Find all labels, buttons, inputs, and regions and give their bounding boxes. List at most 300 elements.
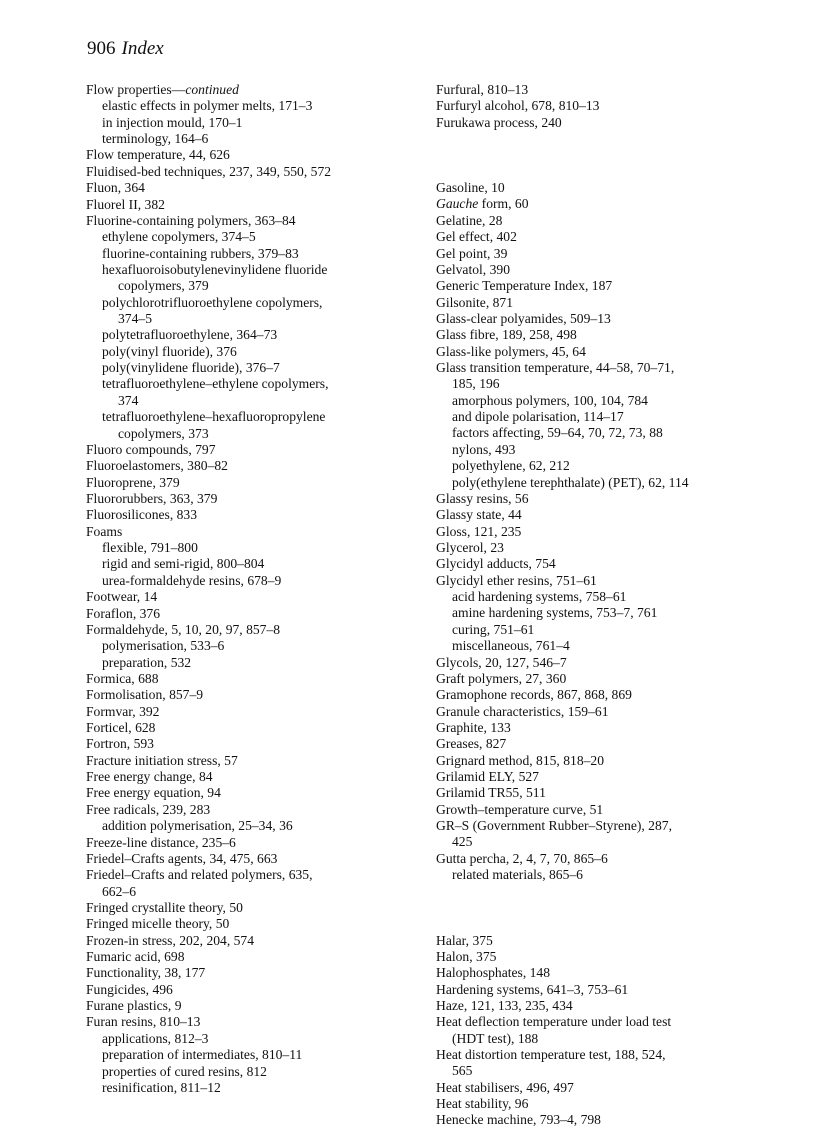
index-subentry bbox=[436, 393, 776, 409]
entry-label: Furfuryl alcohol, 678, 810–13 bbox=[436, 98, 600, 114]
entry-label: Glycols, 20, 127, 546–7 bbox=[436, 654, 567, 670]
entry-italic: continued bbox=[185, 82, 239, 97]
entry-label: Fringed micelle theory, 50 bbox=[86, 916, 230, 932]
entry-text bbox=[436, 753, 776, 769]
entry-label: Halar, 375 bbox=[436, 932, 493, 948]
entry-text bbox=[436, 540, 776, 556]
entry-label: Gelatine, 28 bbox=[436, 212, 503, 228]
index-entry bbox=[436, 851, 776, 867]
entry-label: resinification, 811–12 bbox=[102, 1079, 221, 1095]
entry-text bbox=[86, 213, 416, 229]
entry-text bbox=[436, 327, 776, 343]
index-entry bbox=[86, 197, 416, 213]
index-entry bbox=[86, 933, 416, 949]
entry-text bbox=[436, 180, 776, 196]
index-subentry bbox=[436, 638, 776, 654]
entry-text bbox=[452, 458, 776, 474]
index-subentry bbox=[86, 655, 416, 671]
entry-label: Forticel, 628 bbox=[86, 720, 156, 736]
entry-text bbox=[86, 949, 416, 965]
entry-text bbox=[86, 769, 416, 785]
entry-text bbox=[86, 491, 416, 507]
entry-text bbox=[436, 1014, 776, 1030]
index-entry bbox=[436, 704, 776, 720]
entry-text bbox=[86, 442, 416, 458]
index-subentry bbox=[436, 589, 776, 605]
entry-label: flexible, 791–800 bbox=[102, 540, 198, 556]
entry-text bbox=[436, 295, 776, 311]
index-entry bbox=[436, 736, 776, 752]
entry-label: Glycidyl ether resins, 751–61 bbox=[436, 572, 597, 588]
entry-text bbox=[102, 98, 416, 114]
entry-label: Heat stability, 96 bbox=[436, 1096, 529, 1112]
index-entry bbox=[436, 818, 776, 851]
index-entry bbox=[436, 655, 776, 671]
entry-label: urea-formaldehyde resins, 678–9 bbox=[102, 572, 282, 588]
index-entry bbox=[436, 802, 776, 818]
entry-label: Friedel–Crafts agents, 34, 475, 663 bbox=[86, 850, 278, 866]
entry-label: terminology, 164–6 bbox=[102, 131, 209, 147]
entry-label: Fluoroelastomers, 380–82 bbox=[86, 458, 228, 474]
index-entry bbox=[86, 867, 416, 900]
entry-label: Free energy equation, 94 bbox=[86, 785, 221, 801]
index-entry bbox=[436, 720, 776, 736]
entry-text bbox=[102, 327, 416, 343]
entry-text bbox=[86, 622, 416, 638]
entry-label: Flow temperature, 44, 626 bbox=[86, 147, 230, 163]
entry-label: Formaldehyde, 5, 10, 20, 97, 857–8 bbox=[86, 621, 281, 637]
entry-label: Fringed crystallite theory, 50 bbox=[86, 899, 243, 915]
entry-label: Generic Temperature Index, 187 bbox=[436, 278, 613, 294]
entry-text bbox=[452, 638, 776, 654]
entry-label: polymerisation, 533–6 bbox=[102, 638, 225, 654]
entry-label: Grignard method, 815, 818–20 bbox=[436, 752, 605, 768]
entry-label: Furane plastics, 9 bbox=[86, 998, 182, 1014]
entry-text bbox=[86, 736, 416, 752]
entry-label: acid hardening systems, 758–61 bbox=[452, 589, 627, 605]
index-entry bbox=[436, 82, 776, 98]
entry-text bbox=[86, 916, 416, 932]
index-entry bbox=[86, 982, 416, 998]
entry-text bbox=[436, 655, 776, 671]
entry-label: Gel point, 39 bbox=[436, 245, 508, 261]
entry-text bbox=[452, 442, 776, 458]
entry-label: Gelvatol, 390 bbox=[436, 261, 510, 277]
entry-label: applications, 812–3 bbox=[102, 1030, 209, 1046]
entry-continuation: 374 bbox=[118, 392, 139, 408]
index-entry bbox=[86, 720, 416, 736]
index-subentry bbox=[86, 131, 416, 147]
entry-label: Halon, 375 bbox=[436, 948, 497, 964]
index-entry bbox=[436, 949, 776, 965]
entry-label: Formica, 688 bbox=[86, 670, 159, 686]
entry-label: Growth–temperature curve, 51 bbox=[436, 801, 604, 817]
entry-label: Greases, 827 bbox=[436, 736, 507, 752]
entry-text bbox=[452, 622, 776, 638]
entry-label: form, 60 bbox=[478, 196, 529, 212]
entry-label: Glassy resins, 56 bbox=[436, 490, 529, 506]
entry-label: tetrafluoroethylene–hexafluoropropylene bbox=[102, 409, 326, 425]
index-subentry bbox=[436, 622, 776, 638]
entry-text bbox=[102, 818, 416, 834]
entry-text bbox=[86, 197, 416, 213]
index-entry bbox=[86, 736, 416, 752]
index-subentry bbox=[86, 1080, 416, 1096]
entry-text bbox=[436, 98, 776, 114]
entry-text bbox=[452, 867, 776, 883]
entry-label: Heat deflection temperature under load test bbox=[436, 1014, 672, 1030]
entry-text bbox=[86, 507, 416, 523]
entry-text bbox=[86, 82, 416, 98]
index-entry bbox=[436, 507, 776, 523]
entry-text bbox=[436, 278, 776, 294]
entry-text bbox=[436, 720, 776, 736]
index-entry bbox=[86, 458, 416, 474]
entry-continuation: 565 bbox=[452, 1063, 473, 1079]
entry-label: Fluororubbers, 363, 379 bbox=[86, 490, 218, 506]
entry-text bbox=[86, 867, 416, 883]
entry-label: Fluorel II, 382 bbox=[86, 196, 165, 212]
entry-label: Fluoro compounds, 797 bbox=[86, 441, 216, 457]
entry-text bbox=[452, 589, 776, 605]
index-subentry bbox=[86, 1031, 416, 1047]
entry-text bbox=[436, 246, 776, 262]
index-entry bbox=[86, 475, 416, 491]
entry-text bbox=[102, 638, 416, 654]
entry-text bbox=[452, 409, 776, 425]
entry-text bbox=[452, 475, 776, 491]
entry-label: Gramophone records, 867, 868, 869 bbox=[436, 687, 632, 703]
entry-text bbox=[86, 475, 416, 491]
index-subentry bbox=[86, 360, 416, 376]
entry-text bbox=[86, 589, 416, 605]
entry-text bbox=[86, 785, 416, 801]
entry-text bbox=[102, 556, 416, 572]
index-subentry bbox=[436, 425, 776, 441]
entry-label: Foams bbox=[86, 523, 123, 539]
index-entry bbox=[86, 949, 416, 965]
entry-text bbox=[86, 687, 416, 703]
index-entry bbox=[86, 851, 416, 867]
index-entry bbox=[436, 344, 776, 360]
entry-text bbox=[436, 704, 776, 720]
index-entry bbox=[86, 524, 416, 540]
entry-label: Formolisation, 857–9 bbox=[86, 687, 204, 703]
entry-text bbox=[436, 1096, 776, 1112]
entry-text bbox=[436, 949, 776, 965]
entry-label: Gasoline, 10 bbox=[436, 180, 505, 196]
entry-text bbox=[436, 82, 776, 98]
entry-label: Furan resins, 810–13 bbox=[86, 1014, 201, 1030]
index-entry bbox=[86, 753, 416, 769]
index-entry bbox=[86, 671, 416, 687]
entry-label: Haze, 121, 133, 235, 434 bbox=[436, 997, 573, 1013]
entry-text bbox=[436, 115, 776, 131]
entry-label: Foraflon, 376 bbox=[86, 605, 161, 621]
entry-text bbox=[86, 835, 416, 851]
entry-text bbox=[436, 736, 776, 752]
index-column-left bbox=[86, 82, 416, 1096]
entry-label: poly(vinyl fluoride), 376 bbox=[102, 343, 237, 359]
entry-text bbox=[436, 785, 776, 801]
entry-text bbox=[102, 246, 416, 262]
entry-continuation: 185, 196 bbox=[452, 376, 500, 392]
entry-text bbox=[86, 982, 416, 998]
entry-label: Glass transition temperature, 44–58, 70–71, bbox=[436, 360, 675, 376]
index-entry bbox=[436, 360, 776, 393]
entry-text bbox=[86, 704, 416, 720]
entry-label: elastic effects in polymer melts, 171–3 bbox=[102, 98, 313, 114]
entry-label: Freeze-line distance, 235–6 bbox=[86, 834, 236, 850]
entry-text bbox=[102, 1047, 416, 1063]
entry-label: Halophosphates, 148 bbox=[436, 965, 551, 981]
index-entry bbox=[436, 540, 776, 556]
entry-label: fluorine-containing rubbers, 379–83 bbox=[102, 245, 299, 261]
entry-text bbox=[436, 818, 776, 834]
index-entry bbox=[86, 606, 416, 622]
index-entry bbox=[436, 769, 776, 785]
entry-label: rigid and semi-rigid, 800–804 bbox=[102, 556, 265, 572]
section-title: Index bbox=[121, 38, 164, 59]
index-subentry bbox=[86, 573, 416, 589]
index-entry bbox=[86, 802, 416, 818]
index-entry bbox=[86, 965, 416, 981]
entry-label: Free energy change, 84 bbox=[86, 769, 213, 785]
index-subentry bbox=[86, 1047, 416, 1063]
entry-label: hexafluoroisobutylenevinylidene fluoride bbox=[102, 261, 328, 277]
index-entry bbox=[436, 671, 776, 687]
index-entry bbox=[436, 327, 776, 343]
index-entry bbox=[436, 1096, 776, 1112]
index-entry bbox=[86, 622, 416, 638]
entry-label: Fungicides, 496 bbox=[86, 981, 173, 997]
entry-label: Furfural, 810–13 bbox=[436, 82, 529, 97]
entry-text bbox=[86, 753, 416, 769]
entry-label: Henecke machine, 793–4, 798 bbox=[436, 1112, 601, 1128]
index-entry bbox=[86, 998, 416, 1014]
entry-text bbox=[436, 933, 776, 949]
entry-label: Fumaric acid, 698 bbox=[86, 949, 185, 965]
entry-continuation: 374–5 bbox=[118, 311, 152, 327]
entry-text bbox=[86, 720, 416, 736]
entry-continuation: (HDT test), 188 bbox=[452, 1030, 539, 1046]
index-entry bbox=[86, 491, 416, 507]
entry-label: poly(vinylidene fluoride), 376–7 bbox=[102, 360, 280, 376]
index-subentry bbox=[86, 376, 416, 409]
entry-text bbox=[102, 376, 416, 392]
entry-label: Functionality, 38, 177 bbox=[86, 965, 206, 981]
index-entry bbox=[436, 982, 776, 998]
entry-text bbox=[86, 965, 416, 981]
entry-label: Frozen-in stress, 202, 204, 574 bbox=[86, 932, 255, 948]
entry-text bbox=[436, 769, 776, 785]
entry-text bbox=[86, 458, 416, 474]
entry-label: GR–S (Government Rubber–Styrene), 287, bbox=[436, 818, 672, 834]
entry-text bbox=[436, 344, 776, 360]
entry-text bbox=[436, 262, 776, 278]
entry-label: polychlorotrifluoroethylene copolymers, bbox=[102, 294, 323, 310]
entry-label: Grilamid ELY, 527 bbox=[436, 769, 539, 785]
index-entry bbox=[436, 965, 776, 981]
section-gap bbox=[436, 884, 776, 933]
index-entry bbox=[436, 785, 776, 801]
index-subentry bbox=[436, 475, 776, 491]
entry-label: Fluorine-containing polymers, 363–84 bbox=[86, 212, 296, 228]
entry-label: Free radicals, 239, 283 bbox=[86, 801, 211, 817]
index-subentry bbox=[86, 115, 416, 131]
entry-text bbox=[86, 671, 416, 687]
entry-label: properties of cured resins, 812 bbox=[102, 1063, 267, 1079]
entry-label: Gutta percha, 2, 4, 7, 70, 865–6 bbox=[436, 850, 608, 866]
index-entry bbox=[436, 262, 776, 278]
entry-text bbox=[102, 295, 416, 311]
entry-text bbox=[86, 606, 416, 622]
index-subentry bbox=[86, 540, 416, 556]
index-subentry bbox=[436, 867, 776, 883]
entry-label: factors affecting, 59–64, 70, 72, 73, 88 bbox=[452, 425, 663, 441]
index-subentry bbox=[86, 246, 416, 262]
entry-text bbox=[102, 1031, 416, 1047]
entry-text bbox=[102, 1064, 416, 1080]
entry-text bbox=[436, 802, 776, 818]
entry-label: Friedel–Crafts and related polymers, 635, bbox=[86, 867, 313, 883]
index-entry bbox=[86, 769, 416, 785]
entry-label: miscellaneous, 761–4 bbox=[452, 638, 570, 654]
index-entry bbox=[436, 295, 776, 311]
index-entry bbox=[436, 687, 776, 703]
entry-label: Hardening systems, 641–3, 753–61 bbox=[436, 981, 629, 997]
index-subentry bbox=[86, 556, 416, 572]
entry-label: Fluidised-bed techniques, 237, 349, 550, 572 bbox=[86, 163, 332, 179]
entry-label: addition polymerisation, 25–34, 36 bbox=[102, 818, 293, 834]
index-entry bbox=[86, 687, 416, 703]
index-subentry bbox=[86, 327, 416, 343]
index-subentry bbox=[86, 262, 416, 295]
entry-label: Gilsonite, 871 bbox=[436, 294, 514, 310]
entry-label: Fluorosilicones, 833 bbox=[86, 507, 198, 523]
entry-text bbox=[436, 360, 776, 376]
index-entry bbox=[86, 835, 416, 851]
entry-label: related materials, 865–6 bbox=[452, 867, 583, 883]
entry-continuation: 662–6 bbox=[102, 883, 136, 899]
entry-label: Graft polymers, 27, 360 bbox=[436, 670, 567, 686]
entry-label: nylons, 493 bbox=[452, 441, 516, 457]
entry-label: Granule characteristics, 159–61 bbox=[436, 703, 609, 719]
entry-text bbox=[452, 425, 776, 441]
entry-text bbox=[86, 524, 416, 540]
entry-continuation: copolymers, 379 bbox=[118, 278, 209, 294]
entry-label: curing, 751–61 bbox=[452, 621, 535, 637]
index-entry bbox=[436, 278, 776, 294]
entry-label: polytetrafluoroethylene, 364–73 bbox=[102, 327, 278, 343]
index-entry bbox=[436, 1014, 776, 1047]
entry-label: Fortron, 593 bbox=[86, 736, 154, 752]
section-gap bbox=[436, 131, 776, 180]
index-subentry bbox=[86, 1064, 416, 1080]
index-subentry bbox=[436, 458, 776, 474]
index-subentry bbox=[86, 409, 416, 442]
entry-text bbox=[436, 491, 776, 507]
entry-text bbox=[452, 605, 776, 621]
index-entry bbox=[86, 164, 416, 180]
index-entry bbox=[436, 933, 776, 949]
entry-text bbox=[436, 229, 776, 245]
entry-text bbox=[102, 573, 416, 589]
entry-text bbox=[102, 131, 416, 147]
entry-label: Fluoroprene, 379 bbox=[86, 474, 180, 490]
entry-text bbox=[436, 851, 776, 867]
index-entry bbox=[436, 213, 776, 229]
entry-text bbox=[102, 540, 416, 556]
entry-text bbox=[86, 147, 416, 163]
entry-text bbox=[436, 1080, 776, 1096]
index-subentry bbox=[436, 442, 776, 458]
entry-label: tetrafluoroethylene–ethylene copolymers, bbox=[102, 376, 329, 392]
index-entry bbox=[436, 524, 776, 540]
entry-text bbox=[436, 524, 776, 540]
entry-label: Glass-like polymers, 45, 64 bbox=[436, 343, 586, 359]
index-entry bbox=[436, 556, 776, 572]
entry-text bbox=[102, 409, 416, 425]
entry-label: in injection mould, 170–1 bbox=[102, 114, 243, 130]
index-entry bbox=[436, 115, 776, 131]
entry-text bbox=[436, 196, 776, 212]
entry-text bbox=[102, 115, 416, 131]
entry-label: Glycerol, 23 bbox=[436, 539, 504, 555]
entry-label: Footwear, 14 bbox=[86, 589, 158, 605]
entry-text bbox=[86, 802, 416, 818]
entry-text bbox=[86, 998, 416, 1014]
entry-label: Gel effect, 402 bbox=[436, 229, 517, 245]
entry-text bbox=[436, 556, 776, 572]
entry-label: amine hardening systems, 753–7, 761 bbox=[452, 605, 658, 621]
entry-label: Grilamid TR55, 511 bbox=[436, 785, 546, 801]
entry-label: preparation of intermediates, 810–11 bbox=[102, 1047, 303, 1063]
index-subentry bbox=[86, 818, 416, 834]
index-entry bbox=[86, 589, 416, 605]
entry-label: and dipole polarisation, 114–17 bbox=[452, 409, 624, 425]
index-entry bbox=[436, 196, 776, 212]
entry-label: Heat stabilisers, 496, 497 bbox=[436, 1079, 574, 1095]
entry-text bbox=[86, 933, 416, 949]
entry-text bbox=[86, 164, 416, 180]
entry-label: Glassy state, 44 bbox=[436, 507, 522, 523]
index-entry bbox=[436, 311, 776, 327]
entry-text bbox=[102, 262, 416, 278]
entry-italic: Gauche bbox=[436, 196, 479, 212]
entry-label: Furukawa process, 240 bbox=[436, 114, 562, 130]
entry-text bbox=[86, 180, 416, 196]
entry-text bbox=[102, 1080, 416, 1096]
entry-text bbox=[436, 573, 776, 589]
page-number: 906 bbox=[87, 38, 116, 59]
entry-text bbox=[436, 671, 776, 687]
index-entry bbox=[436, 98, 776, 114]
index-entry bbox=[86, 916, 416, 932]
entry-text bbox=[436, 982, 776, 998]
entry-label: Glass fibre, 189, 258, 498 bbox=[436, 327, 577, 343]
index-subentry bbox=[86, 638, 416, 654]
entry-label: preparation, 532 bbox=[102, 654, 192, 670]
entry-text bbox=[102, 344, 416, 360]
index-entry bbox=[86, 442, 416, 458]
entry-text bbox=[102, 655, 416, 671]
entry-continuation: copolymers, 373 bbox=[118, 425, 209, 441]
index-entry bbox=[436, 1047, 776, 1080]
entry-text bbox=[86, 1014, 416, 1030]
entry-label: Formvar, 392 bbox=[86, 703, 160, 719]
index-entry bbox=[436, 229, 776, 245]
